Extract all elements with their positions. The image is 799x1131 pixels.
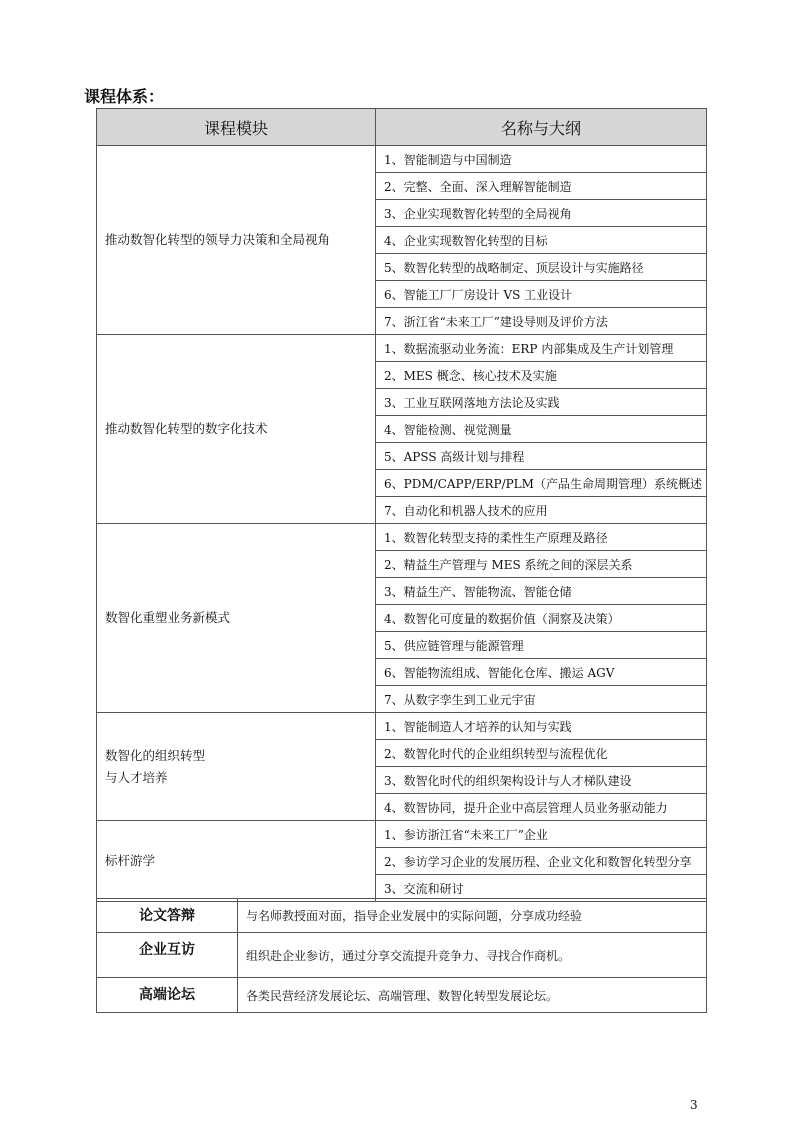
outline-item: 1、数据流驱动业务流：ERP 内部集成及生产计划管理 xyxy=(376,335,707,362)
outline-item: 1、数智化转型支持的柔性生产原理及路径 xyxy=(376,524,707,551)
outline-item: 7、浙江省“未来工厂”建设导则及评价方法 xyxy=(376,308,707,335)
outline-item: 4、数智化可度量的数据价值（洞察及决策） xyxy=(376,605,707,632)
extra-desc: 各类民营经济发展论坛、高端管理、数智化转型发展论坛。 xyxy=(238,978,707,1013)
outline-item: 2、数智化时代的企业组织转型与流程优化 xyxy=(376,740,707,767)
outline-item: 6、智能物流组成、智能化仓库、搬运 AGV xyxy=(376,659,707,686)
outline-item: 5、数智化转型的战略制定、顶层设计与实施路径 xyxy=(376,254,707,281)
table-row xyxy=(97,978,707,1013)
outline-item: 2、MES 概念、核心技术及实施 xyxy=(376,362,707,389)
table-row xyxy=(97,899,707,933)
extra-label: 企业互访 xyxy=(97,933,238,978)
table-row xyxy=(97,933,707,978)
module-name xyxy=(97,146,376,335)
outline-item: 1、智能制造人才培养的认知与实践 xyxy=(376,713,707,740)
outline-item: 4、智能检测、视觉测量 xyxy=(376,416,707,443)
table-row xyxy=(97,146,707,173)
module-name-line: 推动数智化转型的数字化技术 xyxy=(105,421,268,436)
extra-label: 论文答辩 xyxy=(97,899,238,933)
outline-item: 6、智能工厂厂房设计 VS 工业设计 xyxy=(376,281,707,308)
module-name-line: 标杆游学 xyxy=(105,853,156,868)
module-name-line: 推动数智化转型的领导力决策和全局视角 xyxy=(105,232,331,247)
module-name xyxy=(97,821,376,902)
outline-item: 4、数智协同，提升企业中高层管理人员业务驱动能力 xyxy=(376,794,707,821)
outline-item: 3、数智化时代的组织架构设计与人才梯队建设 xyxy=(376,767,707,794)
table-header-row xyxy=(97,109,707,146)
extra-label: 高端论坛 xyxy=(97,978,238,1013)
module-name-line: 数智化的组织转型 xyxy=(105,747,206,763)
outline-item: 5、APSS 高级计划与排程 xyxy=(376,443,707,470)
section-title: 课程体系： xyxy=(84,87,165,106)
outline-item: 7、自动化和机器人技术的应用 xyxy=(376,497,707,524)
module-name xyxy=(97,524,376,713)
table-row xyxy=(97,335,707,362)
page-number: 3 xyxy=(690,1098,698,1112)
outline-item: 7、从数字孪生到工业元宇宙 xyxy=(376,686,707,713)
outline-item: 2、精益生产管理与 MES 系统之间的深层关系 xyxy=(376,551,707,578)
outline-item: 1、智能制造与中国制造 xyxy=(376,146,707,173)
outline-item: 3、工业互联网落地方法论及实践 xyxy=(376,389,707,416)
table-row xyxy=(97,821,707,848)
module-name xyxy=(97,335,376,524)
module-name-line: 数智化重塑业务新模式 xyxy=(105,610,231,625)
extra-desc: 组织赴企业参访，通过分享交流提升竞争力、寻找合作商机。 xyxy=(238,933,707,978)
table-row xyxy=(97,713,707,740)
outline-item: 3、交流和研讨 xyxy=(376,875,707,902)
module-name xyxy=(97,713,376,821)
outline-item: 3、企业实现数智化转型的全局视角 xyxy=(376,200,707,227)
outline-item: 1、参访浙江省“未来工厂”企业 xyxy=(376,821,707,848)
module-name-line: 与人才培养 xyxy=(105,769,168,785)
outline-item: 2、参访学习企业的发展历程、企业文化和数智化转型分享 xyxy=(376,848,707,875)
extra-desc: 与名师教授面对面，指导企业发展中的实际问题，分享成功经验 xyxy=(238,899,707,933)
header-outline: 名称与大纲 xyxy=(376,109,707,146)
extras-table xyxy=(96,898,707,1013)
outline-item: 3、精益生产、智能物流、智能仓储 xyxy=(376,578,707,605)
outline-item: 2、完整、全面、深入理解智能制造 xyxy=(376,173,707,200)
outline-item: 4、企业实现数智化转型的目标 xyxy=(376,227,707,254)
outline-item: 5、供应链管理与能源管理 xyxy=(376,632,707,659)
table-row xyxy=(97,524,707,551)
outline-item: 6、PDM/CAPP/ERP/PLM（产品生命周期管理）系统概述 xyxy=(376,470,707,497)
header-module: 课程模块 xyxy=(97,109,376,146)
curriculum-table xyxy=(96,108,707,902)
